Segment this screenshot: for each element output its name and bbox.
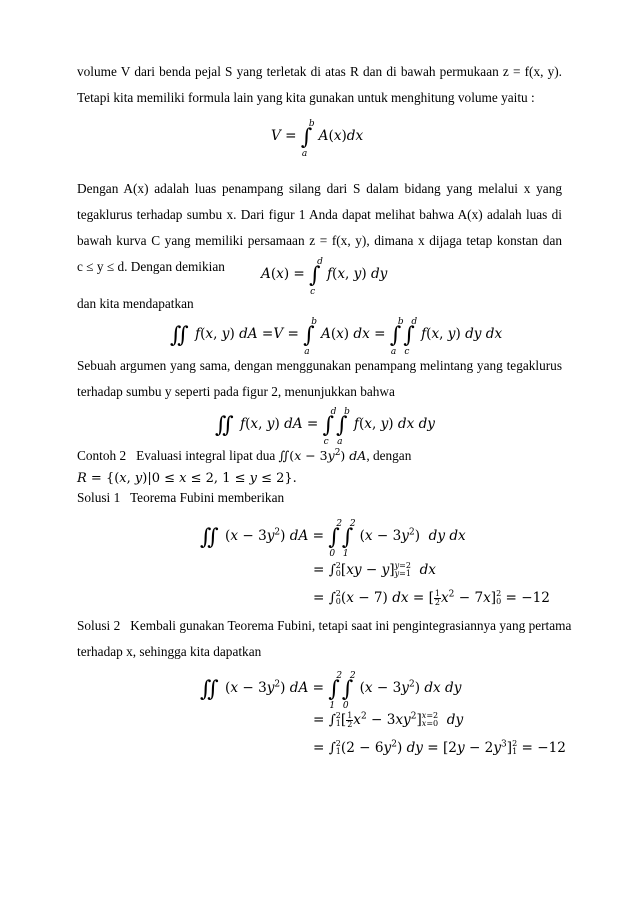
solusi2-text: Kembali gunakan Teorema Fubini, tetapi saat ini pengintegrasiannya yang pertama	[130, 618, 572, 633]
equation-iterated-1: ∬ f(x, y) dA =V = ∫ b a A(x) dx = ∫ b a ∫ d c f(x, y) dy dx	[170, 317, 503, 357]
paragraph2-line1: Dengan A(x) adalah luas penampang silang dari S dalam bidang yang melalui x yang	[77, 181, 562, 196]
equation-area: A(x) = ∫ d c f(x, y) dy	[261, 257, 388, 297]
solusi1-text: Teorema Fubini memberikan	[129, 490, 285, 505]
solusi1-line	[77, 490, 562, 506]
contoh2-line	[77, 448, 562, 464]
text-dan: dan kita mendapatkan	[77, 296, 194, 311]
paragraph1-line1: volume V dari benda pejal S yang terletak di atas R dan di bawah permukaan z = f(x, y).	[77, 64, 562, 79]
solusi2-step2: = ∫ 2 1 [ $\frac{1}{2}$ $x^2 - 3xy^2$] x=2 x=0 dy	[313, 711, 464, 729]
paragraph1-line2: Tetapi kita memiliki formula lain yang kita gunakan untuk menghitung volume yaitu :	[77, 90, 535, 105]
contoh2-label: Contoh 2	[77, 448, 127, 463]
solusi2-step3: = ∫ 2 1 $(2 - 6y^2)$ dy = $[2y - 2y^3]$ 2 1 = −12	[313, 739, 566, 756]
equation-iterated-2: ∬ f(x, y) dA = ∫ d c ∫ b a f(x, y) dx dy	[215, 407, 435, 447]
solusi2-label: Solusi 2	[77, 618, 121, 633]
paragraph3-line2: terhadap sumbu y seperti pada figur 2, menunjukkan bahwa	[77, 384, 395, 399]
solusi1-label: Solusi 1	[77, 490, 121, 505]
paragraph3-line1: Sebuah argumen yang sama, dengan menggunakan penampang melintang yang tegaklurus	[77, 358, 562, 373]
paragraph2-line2: tegaklurus terhadap sumbu x. Dari figur 1 Anda dapat melihat bahwa A(x) adalah luas di	[77, 207, 562, 222]
contoh2-text: Evaluasi integral lipat dua ∬(x − $3y^2$) dA, dengan	[136, 447, 412, 463]
paragraph2-line3: bawah kurva C yang memiliki persamaan z = f(x, y), dimana x dijaga tetap konstan dan	[77, 233, 562, 248]
solusi2-line1	[77, 618, 572, 634]
solusi1-step3: = ∫ 2 0 (x − 7) dx = [ $\frac{1}{2}$ $x^2 - 7x$] 2 0 = −12	[313, 589, 550, 607]
paragraph2-line4: c ≤ y ≤ d. Dengan demikian	[77, 259, 225, 274]
solusi2-line2: terhadap x, sehingga kita dapatkan	[77, 644, 262, 659]
solusi2-step1: ∬ $(x - 3y^2)$ dA = ∫ 2 1 ∫ 2 0 $(x - 3y^2)$ dx dy	[200, 671, 462, 711]
equation-volume: V = ∫ b a A(x)dx	[271, 119, 364, 159]
solusi1-step1: ∬ $(x - 3y^2)$ dA = ∫ 2 0 ∫ 2 1 $(x - 3y^2)$ dy dx	[200, 519, 466, 559]
contoh2-region: R = {(x, y)|0 ≤ x ≤ 2, 1 ≤ y ≤ 2}.	[77, 471, 297, 486]
solusi1-step2: = ∫ 2 0 [xy − y] y=2 y=1 dx	[313, 561, 436, 578]
